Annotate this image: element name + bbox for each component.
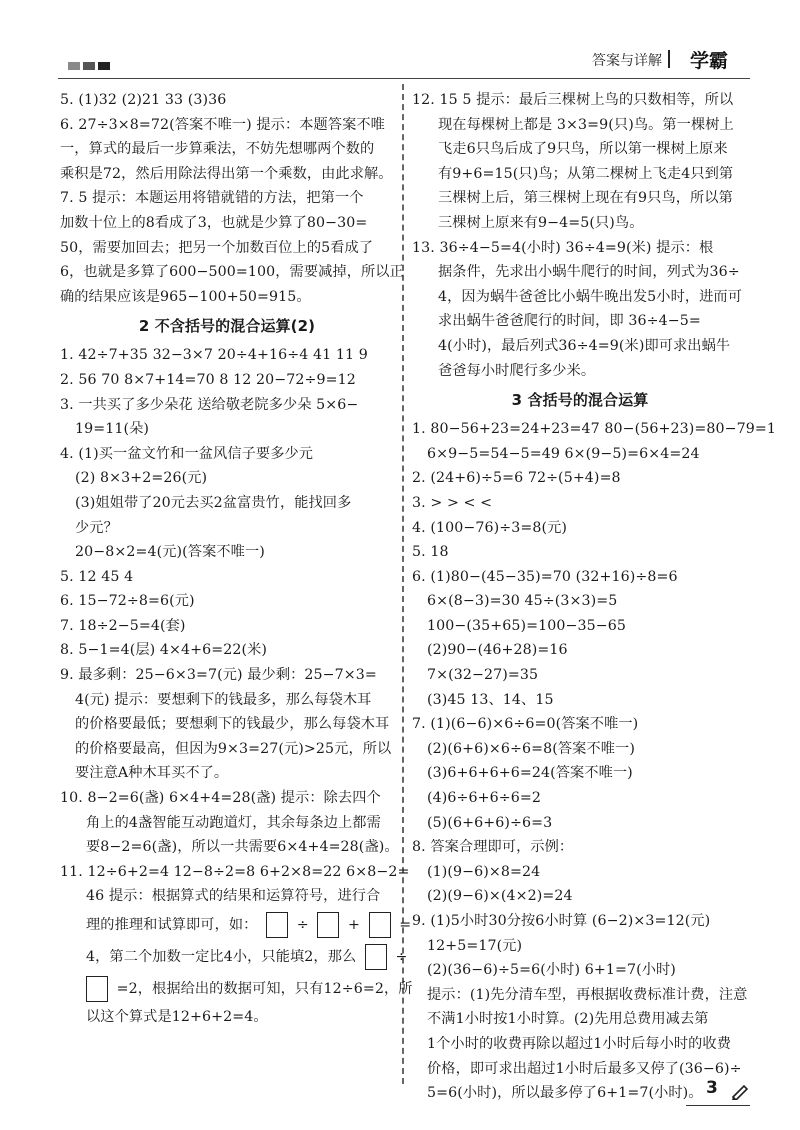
answer-line: 要注意A种木耳买不了。 bbox=[75, 765, 229, 782]
answer-line: 飞走6只鸟后成了9只鸟，所以第一棵树上原来 bbox=[438, 141, 728, 158]
blank-box bbox=[86, 976, 108, 1002]
answer-line: (2)90−(46+28)=16 bbox=[427, 642, 568, 659]
page-header bbox=[58, 40, 750, 74]
header-decoration-square-1 bbox=[68, 62, 80, 70]
answer-line: 5=6(小时)，所以最多停了6+1=7(小时)。 bbox=[427, 1085, 703, 1102]
right-column bbox=[412, 88, 777, 1106]
answer-line: 50，需要加回去；把另一个加数百位上的5看成了 bbox=[60, 239, 374, 256]
blank-box bbox=[369, 912, 391, 938]
answer-line: 7×(32−27)=35 bbox=[427, 667, 539, 684]
answer-line: 6×9−5=54−5=49 6×(9−5)=6×4=24 bbox=[427, 445, 700, 462]
answer-line: 9. 最多剩：25−6×3=7(元) 最少剩：25−7×3= bbox=[60, 667, 377, 684]
answer-line: 2. (24+6)÷5=6 72÷(5+4)=8 bbox=[412, 470, 621, 487]
answer-line: 12. 15 5 提示：最后三棵树上鸟的只数相等，所以 bbox=[412, 92, 734, 108]
answer-line: 6. (1)80−(45−35)=70 (32+16)÷8=6 bbox=[412, 568, 678, 585]
header-rule bbox=[58, 78, 750, 79]
answer-line: 三棵树上后，第三棵树上现在有9只鸟，所以第 bbox=[438, 190, 733, 207]
operator-text: = bbox=[399, 917, 412, 933]
answer-line: 4. (100−76)÷3=8(元) bbox=[412, 519, 568, 536]
answer-line: (2)(36−6)÷5=6(小时) 6+1=7(小时) bbox=[427, 962, 676, 979]
answer-line: (3)姐姐带了20元去买2盆富贵竹，能找回多 bbox=[75, 494, 352, 511]
answer-text: 4，第二个加数一定比4小，只能填2，那么 bbox=[86, 949, 357, 965]
answer-line: 5. 18 bbox=[412, 544, 449, 561]
answer-line: 8. 5−1=4(层) 4×4+6=22(米) bbox=[60, 642, 268, 659]
answer-line: 5. (1)32 (2)21 33 (3)36 bbox=[60, 92, 227, 108]
answer-line: 少元？ bbox=[75, 519, 118, 536]
answer-line: 爸爸每小时爬行多少米。 bbox=[438, 362, 596, 379]
blank-box bbox=[317, 912, 339, 938]
answer-line: 4，因为蜗牛爸爸比小蜗牛晚出发5小时，进而可 bbox=[438, 288, 743, 305]
answer-line: 11. 12÷6+2=4 12−8÷2=8 6+2×8=22 6×8−2= bbox=[60, 863, 410, 880]
answer-line: 以这个算式是12+6+2=4。 bbox=[86, 1009, 268, 1025]
left-column bbox=[60, 88, 413, 1030]
answer-line: 2. 56 70 8×7+14=70 8 12 20−72÷9=12 bbox=[60, 371, 356, 388]
answer-line: 的价格要最低；要想剩下的钱最少，那么每袋木耳 bbox=[75, 716, 390, 733]
answer-line: 7. (1)(6−6)×6÷6=0(答案不唯一) bbox=[412, 716, 639, 733]
answer-line: 3. > > < < bbox=[412, 494, 493, 511]
answer-text: =2，根据给出的数据可知，只有12÷6=2，所 bbox=[116, 981, 413, 997]
answer-line: 6. 27÷3×8=72(答案不唯一) 提示：本题答案不唯 bbox=[60, 116, 385, 133]
answer-line: 7. 5 提示：本题运用将错就错的方法，把第一个 bbox=[60, 190, 364, 207]
header-decoration-square-3 bbox=[98, 62, 110, 70]
answer-line: 一，算式的最后一步算乘法，不妨先想哪两个数的 bbox=[60, 141, 375, 158]
answer-line: 4. (1)买一盆文竹和一盆风信子要多少元 bbox=[60, 445, 314, 462]
answer-line: 加数十位上的8看成了3，也就是少算了80−30= bbox=[60, 214, 368, 231]
answer-line: 提示：(1)先分清车型，再根据收费标准计费，注意 bbox=[427, 986, 748, 1003]
answer-line: 7. 18÷2−5=4(套) bbox=[60, 617, 186, 634]
header-title: 答案与详解 bbox=[592, 53, 662, 69]
section-heading: 3 含括号的混合运算 bbox=[511, 391, 649, 410]
answer-line: 要8−2=6(盏)，所以一共需要6×4+4=28(盏)。 bbox=[86, 839, 399, 856]
answer-line: 9. (1)5小时30分按6小时算 (6−2)×3=12(元) bbox=[412, 913, 711, 929]
answer-text: 理的推理和试算即可，如： bbox=[86, 917, 258, 933]
blank-box bbox=[365, 944, 387, 970]
answer-line: 三棵树上原来有9−4=5(只)鸟。 bbox=[438, 214, 644, 231]
answer-line: 现在每棵树上都是 3×3=9(只)鸟。第一棵树上 bbox=[438, 116, 734, 133]
answer-line: (1)(9−6)×8=24 bbox=[427, 863, 541, 880]
answer-line: 10. 8−2=6(盏) 6×4+4=28(盏) 提示：除去四个 bbox=[60, 790, 381, 807]
answer-line: 46 提示：根据算式的结果和运算符号，进行合 bbox=[86, 888, 381, 905]
answer-line: 求出蜗牛爸爸爬行的时间，即 36÷4−5= bbox=[438, 313, 701, 330]
answer-line: 1个小时的收费再除以超过1小时后每小时的收费 bbox=[427, 1035, 732, 1052]
header-decoration-square-2 bbox=[83, 62, 95, 70]
footer-rule bbox=[686, 1105, 750, 1106]
section-heading: 2 不含括号的混合运算(2) bbox=[138, 317, 316, 336]
answer-line: 确的结果应该是965−100+50=915。 bbox=[60, 288, 311, 305]
answer-line: 8. 答案合理即可，示例： bbox=[412, 839, 574, 856]
answer-line: 20−8×2=4(元)(答案不唯一) bbox=[75, 544, 265, 561]
answer-line: 19=11(朵) bbox=[75, 421, 150, 438]
answer-line: 100−(35+65)=100−35−65 bbox=[427, 617, 626, 634]
blank-box bbox=[266, 912, 288, 938]
answer-line: 6. 15−72÷8=6(元) bbox=[60, 593, 195, 610]
header-separator bbox=[668, 50, 670, 68]
answer-line: (5)(6+6+6)÷6=3 bbox=[427, 814, 553, 831]
operator-text: + bbox=[347, 917, 360, 933]
answer-line: 12+5=17(元) bbox=[427, 937, 523, 954]
answer-line: (3)45 13、14、15 bbox=[427, 691, 554, 708]
answer-line: 角上的4盏智能互动跑道灯，其余每条边上都需 bbox=[86, 814, 381, 831]
answer-line: 有9+6=15(只)鸟；从第二棵树上飞走4只到第 bbox=[438, 165, 734, 182]
pencil-icon bbox=[730, 1082, 750, 1100]
page-number: 3 bbox=[706, 1078, 718, 1098]
answer-line: 乘积是72，然后用除法得出第一个乘数，由此求解。 bbox=[60, 165, 393, 182]
answer-line: 4(元) 提示：要想剩下的钱最多，那么每袋木耳 bbox=[75, 691, 372, 708]
operator-text: ÷ bbox=[395, 949, 408, 965]
answer-line: 不满1小时按1小时算。(2)先用总费用减去第 bbox=[427, 1011, 709, 1028]
answer-line: 13. 36÷4−5=4(小时) 36÷4=9(米) 提示：根 bbox=[412, 239, 714, 256]
answer-line: 3. 一共买了多少朵花 送给敬老院多少朵 5×6− bbox=[60, 396, 359, 413]
answer-line: 价格，即可求出超过1小时后最多又停了(36−6)÷ bbox=[427, 1060, 742, 1077]
answer-line: (3)6+6+6+6=24(答案不唯一) bbox=[427, 765, 633, 782]
answer-line: 4(小时)，最后列式36÷4=9(米)即可求出蜗牛 bbox=[438, 337, 731, 354]
answer-line: 1. 80−56+23=24+23=47 80−(56+23)=80−79=1 bbox=[412, 421, 777, 438]
answer-line: 6×(8−3)=30 45÷(3×3)=5 bbox=[427, 593, 618, 610]
brand-logo: 学霸 bbox=[689, 50, 728, 72]
answer-line: (4)6÷6+6÷6=2 bbox=[427, 790, 541, 807]
answer-line: 据条件，先求出小蜗牛爬行的时间，列式为36÷ bbox=[438, 264, 740, 281]
answer-line-with-boxes bbox=[60, 941, 408, 973]
answer-line: 的价格要最高，但因为9×3=27(元)>25元，所以 bbox=[75, 740, 392, 757]
answer-line-with-boxes bbox=[60, 909, 412, 941]
answer-line: 6，也就是多算了600−500=100，需要减掉，所以正 bbox=[60, 264, 404, 281]
answer-line: (2)(9−6)×(4×2)=24 bbox=[427, 888, 573, 905]
answer-line: 5. 12 45 4 bbox=[60, 568, 134, 585]
answer-line: (2)(6+6)×6÷6=8(答案不唯一) bbox=[427, 740, 635, 757]
operator-text: ÷ bbox=[296, 917, 309, 933]
answer-line-with-boxes bbox=[60, 973, 413, 1005]
answer-line: 1. 42÷7+35 32−3×7 20÷4+16÷4 41 11 9 bbox=[60, 347, 368, 364]
answer-line: (2) 8×3+2=26(元) bbox=[75, 470, 208, 487]
